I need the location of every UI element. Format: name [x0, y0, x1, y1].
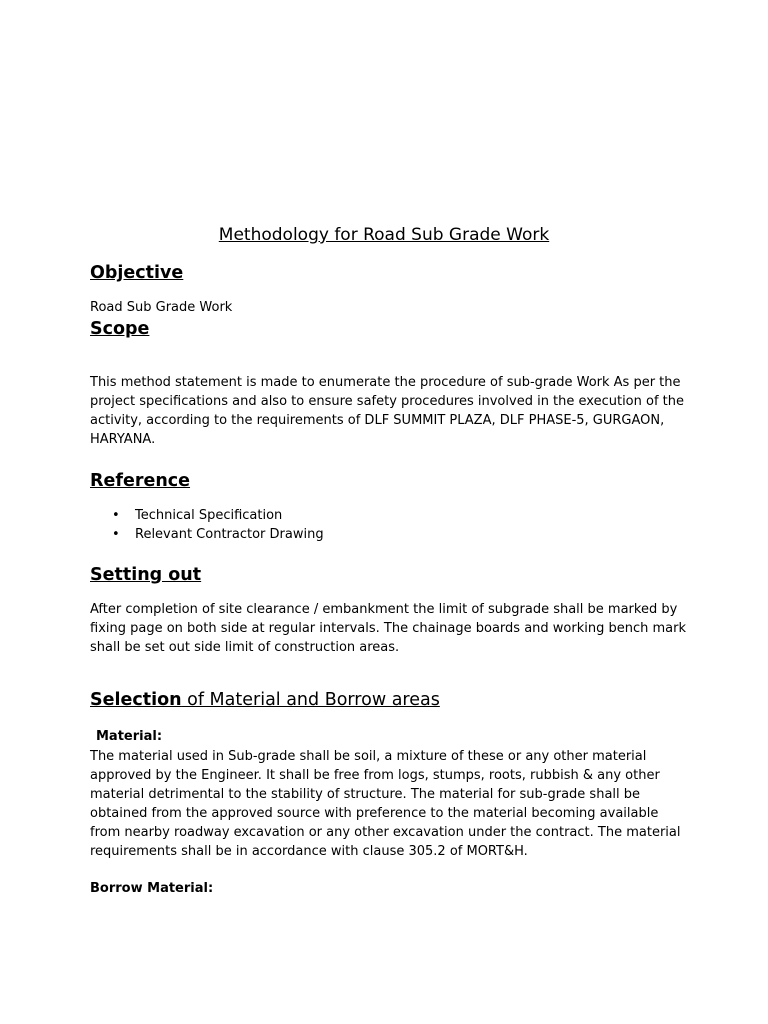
list-item	[90, 506, 324, 525]
scope-text: This method statement is made to enumerate the procedure of sub-grade Work As per the project specifications and also to ensure safety procedures involved in the execution of the activity, according to the requirements of DLF SUMMIT PLAZA, DLF PHASE-5, GURGAON, HARYANA.	[90, 375, 685, 447]
scope-heading: Scope	[90, 319, 150, 339]
reference-item-label: Relevant Contractor Drawing	[135, 527, 324, 542]
material-label: Material:	[96, 729, 163, 744]
borrow-material-label: Borrow Material:	[90, 881, 214, 896]
selection-heading	[90, 689, 440, 711]
reference-heading: Reference	[90, 471, 191, 491]
setting-out-text: After completion of site clearance / embankment the limit of subgrade shall be marked by fixing page on both side at regular intervals. The chainage boards and working bench mark shall be set out side limit of construction areas.	[90, 602, 686, 655]
material-text: The material used in Sub-grade shall be soil, a mixture of these or any other material approved by the Engineer. It shall be free from logs, stumps, roots, rubbish & any other material detrimental to the stability of structure. The material for sub-grade shall be obtained from the approved source with preference to the material becoming available from nearby roadway excavation or any other excavation under the contract. The material requirements shall be in accordance with clause 305.2 of MORT&H.	[90, 749, 681, 859]
document-title: Methodology for Road Sub Grade Work	[218, 225, 550, 245]
list-item	[90, 525, 324, 544]
reference-item-label: Technical Specification	[135, 508, 283, 523]
selection-heading-bold: Selection	[90, 690, 182, 710]
objective-text: Road Sub Grade Work	[90, 300, 233, 315]
setting-out-heading: Setting out	[90, 565, 202, 585]
selection-heading-rest: of Material and Borrow areas	[181, 690, 440, 710]
reference-list	[90, 506, 324, 544]
objective-heading: Objective	[90, 263, 184, 283]
bullet-icon: •	[112, 527, 120, 542]
bullet-icon: •	[112, 508, 120, 523]
